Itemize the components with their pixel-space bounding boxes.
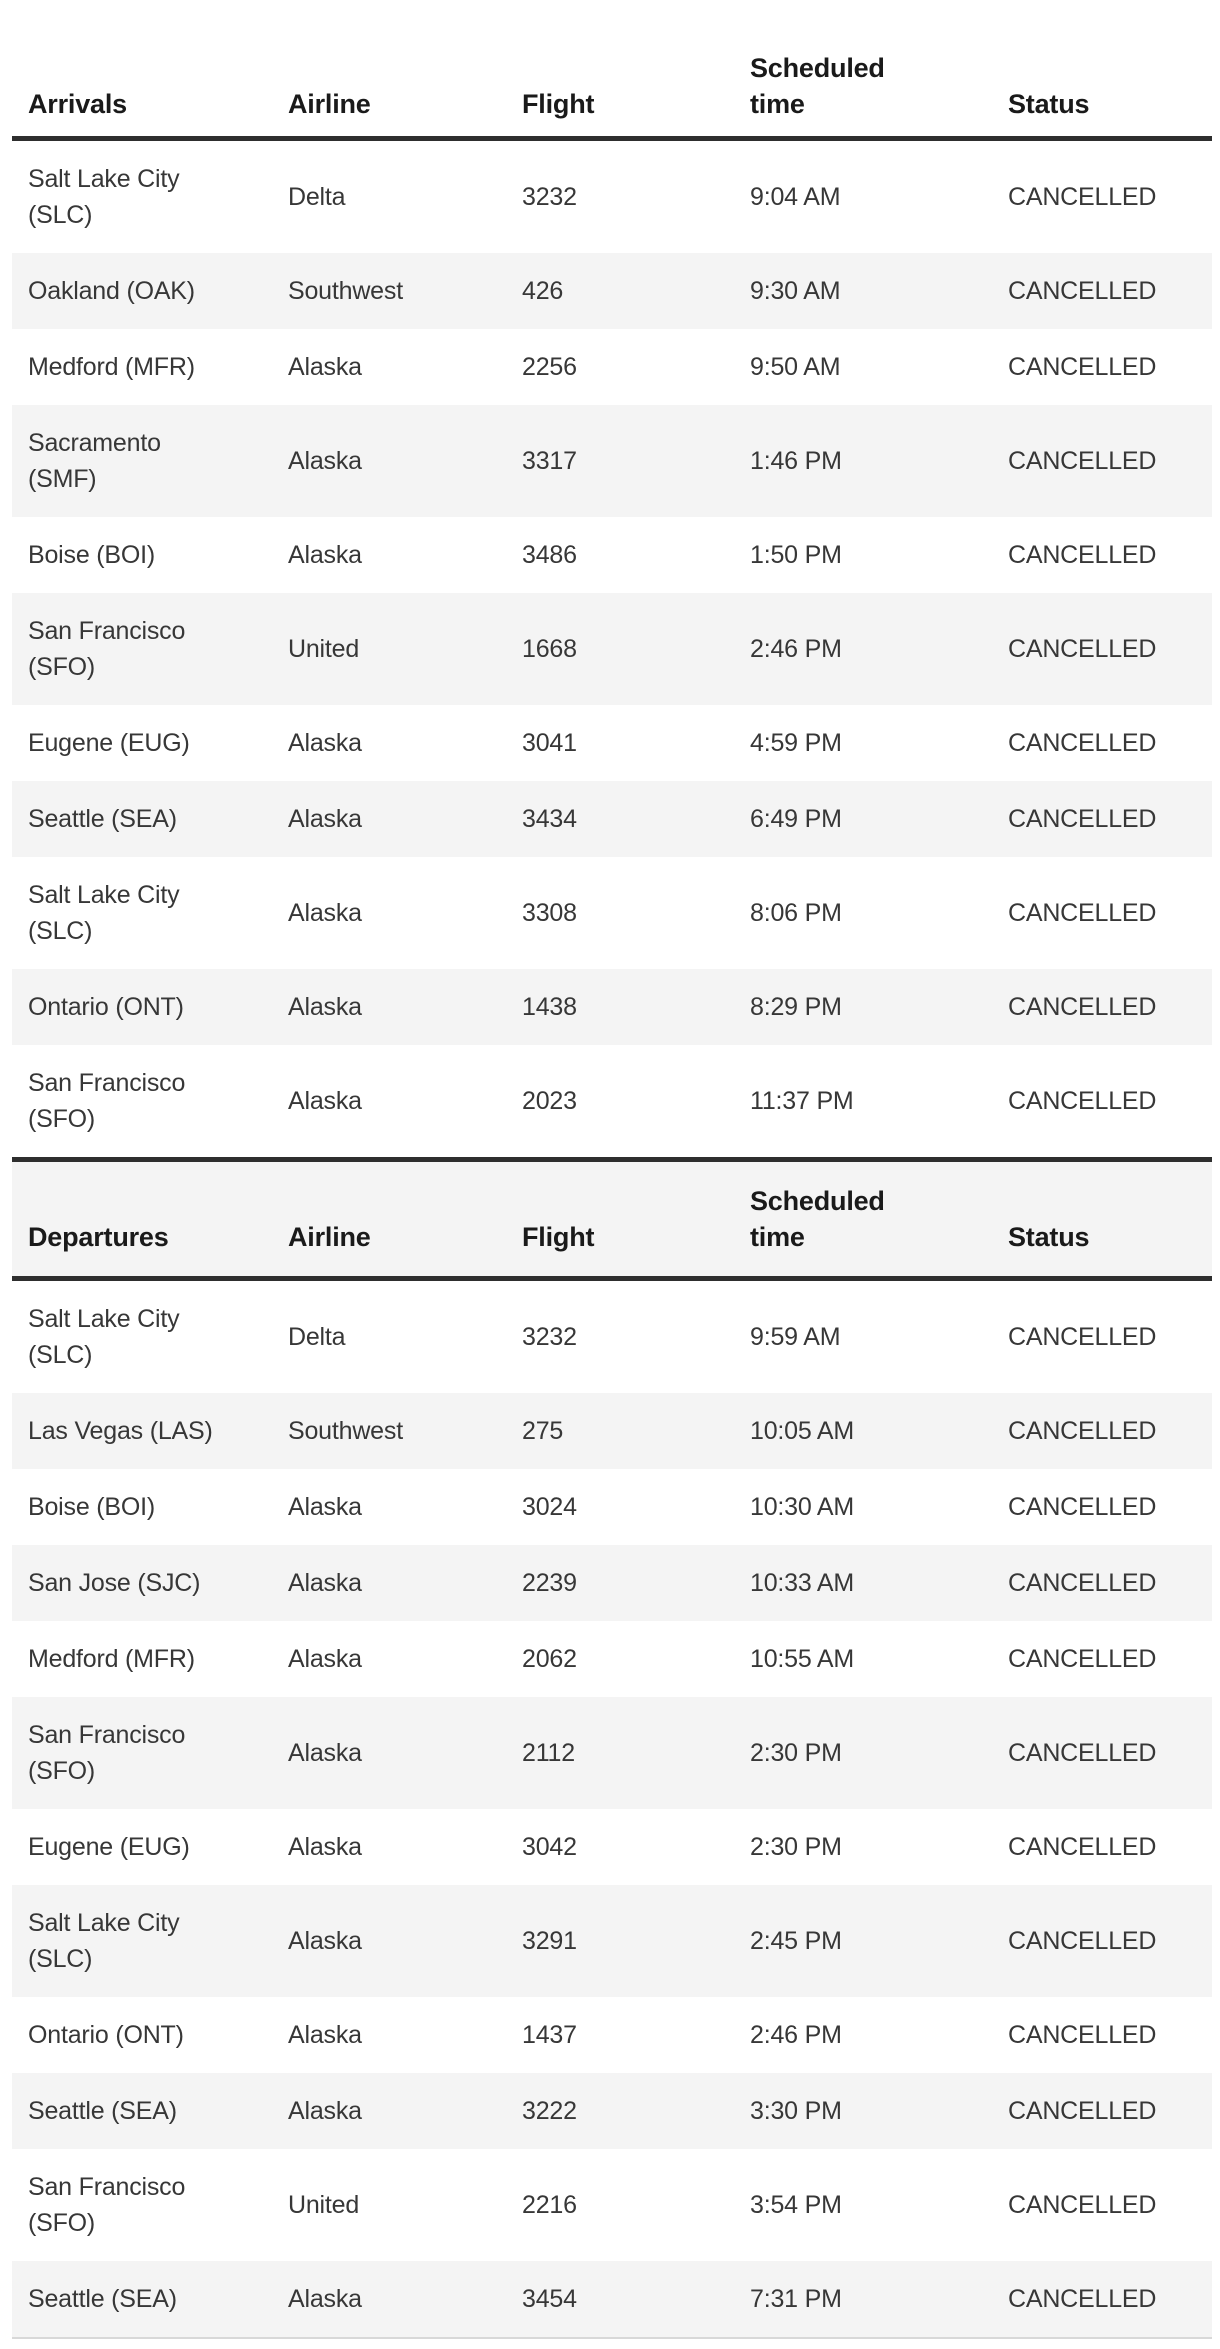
status-header xyxy=(1008,0,1212,139)
scheduled-time-cell: 10:55 AM xyxy=(750,1645,855,1673)
status-cell: CANCELLED xyxy=(1008,2261,1212,2338)
flight-number-cell: 3232 xyxy=(522,183,577,211)
destination-cell xyxy=(12,1885,288,1997)
scheduled-time-cell: 8:29 PM xyxy=(750,993,842,1021)
destination-label: Salt Lake City (SLC) xyxy=(28,1909,180,1973)
status-cell: CANCELLED xyxy=(1008,353,1157,381)
table-row xyxy=(12,1809,1212,1885)
table-row xyxy=(12,405,1212,517)
status-cell: CANCELLED xyxy=(1008,541,1157,569)
scheduled-time-cell: 11:37 PM xyxy=(750,1087,854,1115)
status-cell: CANCELLED xyxy=(1008,1417,1157,1445)
destination-cell xyxy=(12,329,288,405)
status-cell: CANCELLED xyxy=(1008,635,1157,663)
destination-label: Seattle (SEA) xyxy=(28,2097,177,2125)
flight-number-cell: 1438 xyxy=(522,993,577,1021)
status-cell: CANCELLED xyxy=(1008,277,1157,305)
destination-cell xyxy=(12,1697,288,1809)
destination-label: Salt Lake City (SLC) xyxy=(28,165,180,229)
flight-number-cell: 2239 xyxy=(522,1569,577,1597)
status-header xyxy=(1008,1160,1212,1279)
destination-cell xyxy=(12,2149,288,2261)
airline-cell: Delta xyxy=(288,1323,346,1351)
airline-cell: Alaska xyxy=(288,1569,362,1597)
status-cell: CANCELLED xyxy=(1008,2097,1157,2125)
destination-label: Medford (MFR) xyxy=(28,353,195,381)
flight-number-cell: 3291 xyxy=(522,1927,577,1955)
destination-label: Ontario (ONT) xyxy=(28,993,184,1021)
destination-cell xyxy=(12,139,288,254)
departures-header-row xyxy=(12,1160,1212,1279)
destination-cell xyxy=(12,2073,288,2149)
destination-cell xyxy=(12,969,288,1045)
destination-cell xyxy=(12,517,288,593)
airline-cell: Alaska xyxy=(288,1645,362,1673)
table-row xyxy=(12,139,1212,254)
destination-label: Eugene (EUG) xyxy=(28,729,190,757)
status-cell: CANCELLED xyxy=(1008,1645,1157,1673)
scheduled-time-header-label: Scheduled time xyxy=(750,1186,885,1252)
scheduled-time-cell: 4:59 PM xyxy=(750,729,842,757)
destination-label: San Francisco (SFO) xyxy=(28,617,186,681)
flight-number-cell: 275 xyxy=(522,1417,564,1445)
departures-body xyxy=(12,1279,1212,2339)
table-row xyxy=(12,593,1212,705)
status-cell: CANCELLED xyxy=(1008,1493,1157,1521)
destination-cell xyxy=(12,1393,288,1469)
destination-label: Boise (BOI) xyxy=(28,1493,155,1521)
destination-label: Las Vegas (LAS) xyxy=(28,1417,213,1445)
status-cell: CANCELLED xyxy=(1008,1927,1157,1955)
flight-number-cell: 2112 xyxy=(522,1739,575,1767)
destination-label: Salt Lake City (SLC) xyxy=(28,1305,180,1369)
scheduled-time-cell: 6:49 PM xyxy=(750,805,842,833)
scheduled-time-cell: 10:30 AM xyxy=(750,1493,855,1521)
table-row xyxy=(12,1393,1212,1469)
departures-header xyxy=(12,1160,288,1279)
scheduled-time-header-label: Scheduled time xyxy=(750,53,885,119)
flight-number-cell: 3041 xyxy=(522,729,577,757)
flight-header xyxy=(522,0,750,139)
airline-cell: Alaska xyxy=(288,447,362,475)
table-row xyxy=(12,1545,1212,1621)
destination-label: Boise (BOI) xyxy=(28,541,155,569)
scheduled-time-cell: 9:30 AM xyxy=(750,277,841,305)
table-row xyxy=(12,2261,1212,2338)
arrivals-header xyxy=(12,0,288,139)
airline-cell: Alaska xyxy=(288,1927,362,1955)
table-row xyxy=(12,1621,1212,1697)
airline-cell: Alaska xyxy=(288,1493,362,1521)
status-cell: CANCELLED xyxy=(1008,899,1157,927)
table-row xyxy=(12,1045,1212,1157)
table-row xyxy=(12,1997,1212,2073)
flight-number-cell: 3434 xyxy=(522,805,577,833)
flight-number-cell: 3308 xyxy=(522,899,577,927)
table-row xyxy=(12,2149,1212,2261)
destination-label: Seattle (SEA) xyxy=(28,805,177,833)
status-header-label: Status xyxy=(1008,89,1090,119)
destination-label: San Jose (SJC) xyxy=(28,1569,201,1597)
arrivals-body xyxy=(12,139,1212,1158)
table-row xyxy=(12,857,1212,969)
airline-cell: Alaska xyxy=(288,2261,522,2338)
destination-cell xyxy=(12,781,288,857)
airline-header-label: Airline xyxy=(288,1222,371,1252)
scheduled-time-header xyxy=(750,0,1008,139)
status-cell: CANCELLED xyxy=(1008,1569,1157,1597)
destination-cell xyxy=(12,857,288,969)
airline-cell: Southwest xyxy=(288,1417,403,1445)
airline-cell: Alaska xyxy=(288,541,362,569)
scheduled-time-cell: 2:46 PM xyxy=(750,635,842,663)
table-row xyxy=(12,1279,1212,1394)
flight-number-cell: 2256 xyxy=(522,353,577,381)
destination-cell xyxy=(12,593,288,705)
flight-number-cell: 2216 xyxy=(522,2191,577,2219)
flight-header-label: Flight xyxy=(522,89,595,119)
destination-label: San Francisco (SFO) xyxy=(28,1721,186,1785)
destination-cell xyxy=(12,1469,288,1545)
destination-label: Salt Lake City (SLC) xyxy=(28,881,180,945)
status-cell: CANCELLED xyxy=(1008,729,1157,757)
airline-cell: Alaska xyxy=(288,353,362,381)
destination-label: Eugene (EUG) xyxy=(28,1833,190,1861)
airline-cell: Southwest xyxy=(288,277,403,305)
scheduled-time-cell: 3:54 PM xyxy=(750,2191,842,2219)
flight-number-cell: 3486 xyxy=(522,541,577,569)
scheduled-time-cell: 2:46 PM xyxy=(750,2021,842,2049)
flight-header xyxy=(522,1160,750,1279)
airline-cell: Delta xyxy=(288,183,346,211)
scheduled-time-cell: 8:06 PM xyxy=(750,899,842,927)
table-row xyxy=(12,329,1212,405)
flight-number-cell: 3454 xyxy=(522,2261,750,2338)
table-row xyxy=(12,517,1212,593)
status-cell: CANCELLED xyxy=(1008,447,1157,475)
destination-label: Ontario (ONT) xyxy=(28,2021,184,2049)
destination-cell xyxy=(12,1621,288,1697)
arrivals-header-label: Arrivals xyxy=(28,89,127,119)
destination-label: San Francisco (SFO) xyxy=(28,2173,186,2237)
table-row xyxy=(12,1885,1212,1997)
flight-number-cell: 2023 xyxy=(522,1087,577,1115)
table-row xyxy=(12,1697,1212,1809)
scheduled-time-cell: 2:30 PM xyxy=(750,1739,842,1767)
status-cell: CANCELLED xyxy=(1008,2021,1157,2049)
airline-cell: Alaska xyxy=(288,729,362,757)
scheduled-time-cell: 9:50 AM xyxy=(750,353,841,381)
flight-number-cell: 1668 xyxy=(522,635,577,663)
status-cell: CANCELLED xyxy=(1008,1833,1157,1861)
scheduled-time-cell: 2:30 PM xyxy=(750,1833,842,1861)
destination-label: Seattle (SEA) xyxy=(28,2285,177,2313)
scheduled-time-cell: 9:59 AM xyxy=(750,1323,841,1351)
destination-label: Medford (MFR) xyxy=(28,1645,195,1673)
table-row xyxy=(12,781,1212,857)
airline-header xyxy=(288,1160,522,1279)
table-row xyxy=(12,1469,1212,1545)
flight-number-cell: 3024 xyxy=(522,1493,577,1521)
destination-cell xyxy=(12,405,288,517)
departures-table xyxy=(12,1157,1212,2339)
flight-number-cell: 426 xyxy=(522,277,564,305)
flight-number-cell: 3317 xyxy=(522,447,577,475)
destination-label: San Francisco (SFO) xyxy=(28,1069,186,1133)
airline-cell: Alaska xyxy=(288,1739,362,1767)
destination-label: Oakland (OAK) xyxy=(28,277,195,305)
scheduled-time-cell: 9:04 AM xyxy=(750,183,841,211)
status-cell: CANCELLED xyxy=(1008,2191,1157,2219)
destination-cell xyxy=(12,705,288,781)
airline-cell: Alaska xyxy=(288,993,362,1021)
airline-header xyxy=(288,0,522,139)
flight-number-cell: 2062 xyxy=(522,1645,577,1673)
arrivals-header-row xyxy=(12,0,1212,139)
airline-cell: Alaska xyxy=(288,1087,362,1115)
table-row xyxy=(12,253,1212,329)
table-row xyxy=(12,969,1212,1045)
scheduled-time-cell: 7:31 PM xyxy=(750,2261,1008,2338)
flight-number-cell: 3042 xyxy=(522,1833,577,1861)
airline-cell: Alaska xyxy=(288,2021,362,2049)
scheduled-time-cell: 1:50 PM xyxy=(750,541,842,569)
destination-cell xyxy=(12,1997,288,2073)
destination-label: Sacramento (SMF) xyxy=(28,429,161,493)
table-row xyxy=(12,705,1212,781)
flight-number-cell: 1437 xyxy=(522,2021,577,2049)
airline-cell: Alaska xyxy=(288,1833,362,1861)
status-cell: CANCELLED xyxy=(1008,993,1157,1021)
airline-cell: Alaska xyxy=(288,805,362,833)
destination-cell xyxy=(12,1545,288,1621)
scheduled-time-cell: 1:46 PM xyxy=(750,447,842,475)
status-cell: CANCELLED xyxy=(1008,805,1157,833)
airline-cell: Alaska xyxy=(288,899,362,927)
destination-cell xyxy=(12,1045,288,1157)
destination-cell xyxy=(12,2261,288,2338)
flight-header-label: Flight xyxy=(522,1222,595,1252)
destination-cell xyxy=(12,1279,288,1394)
scheduled-time-cell: 10:33 AM xyxy=(750,1569,855,1597)
status-cell: CANCELLED xyxy=(1008,1323,1157,1351)
airline-cell: United xyxy=(288,635,360,663)
table-row xyxy=(12,2073,1212,2149)
flight-number-cell: 3232 xyxy=(522,1323,577,1351)
flight-number-cell: 3222 xyxy=(522,2097,577,2125)
airline-header-label: Airline xyxy=(288,89,371,119)
status-cell: CANCELLED xyxy=(1008,1087,1157,1115)
airline-cell: Alaska xyxy=(288,2097,362,2125)
destination-cell xyxy=(12,253,288,329)
scheduled-time-cell: 3:30 PM xyxy=(750,2097,842,2125)
scheduled-time-cell: 10:05 AM xyxy=(750,1417,855,1445)
airline-cell: United xyxy=(288,2191,360,2219)
status-header-label: Status xyxy=(1008,1222,1090,1252)
status-cell: CANCELLED xyxy=(1008,1739,1157,1767)
departures-header-label: Departures xyxy=(28,1222,169,1252)
destination-cell xyxy=(12,1809,288,1885)
arrivals-table xyxy=(12,0,1212,1157)
scheduled-time-cell: 2:45 PM xyxy=(750,1927,842,1955)
scheduled-time-header xyxy=(750,1160,1008,1279)
status-cell: CANCELLED xyxy=(1008,183,1157,211)
